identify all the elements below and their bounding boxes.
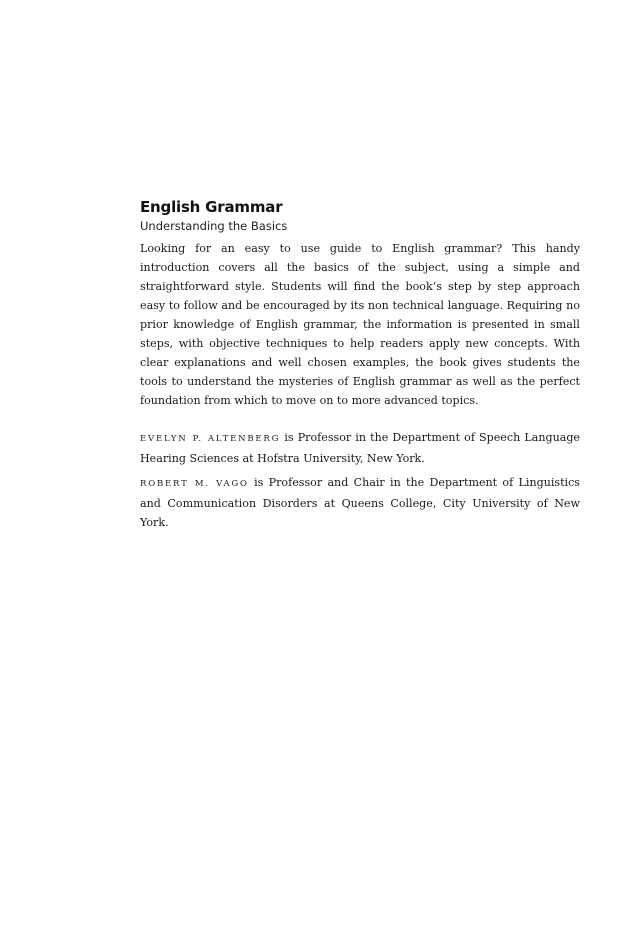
author-bio-text: is Professor and Chair in the Department of Linguistics and Communication Disorders at Queens College, City University of New York. <box>140 476 580 529</box>
back-cover-text <box>140 198 580 532</box>
author-bio <box>140 428 580 468</box>
author-bio-text: is Professor in the Department of Speech Language Hearing Sciences at Hofstra University, New York. <box>140 431 580 465</box>
author-name: EVELYN P. ALTENBERG <box>140 434 281 444</box>
book-description: Looking for an easy to use guide to English grammar? This handy introduction covers all the basics of the subject, using a simple and straightforward style. Students will find the book’s step by step approach easy to follow and be encouraged by its non technical language. Requiring no prior knowledge of English grammar, the information is presented in small steps, with objective techniques to help readers apply new concepts. With clear explanations and well chosen examples, the book gives students the tools to understand the mysteries of English grammar as well as the perfect foundation from which to move on to more advanced topics. <box>140 242 580 407</box>
book-subtitle: Understanding the Basics <box>140 219 288 233</box>
author-name: ROBERT M. VAGO <box>140 479 249 489</box>
book-title: English Grammar <box>140 198 283 216</box>
author-bio <box>140 473 580 532</box>
